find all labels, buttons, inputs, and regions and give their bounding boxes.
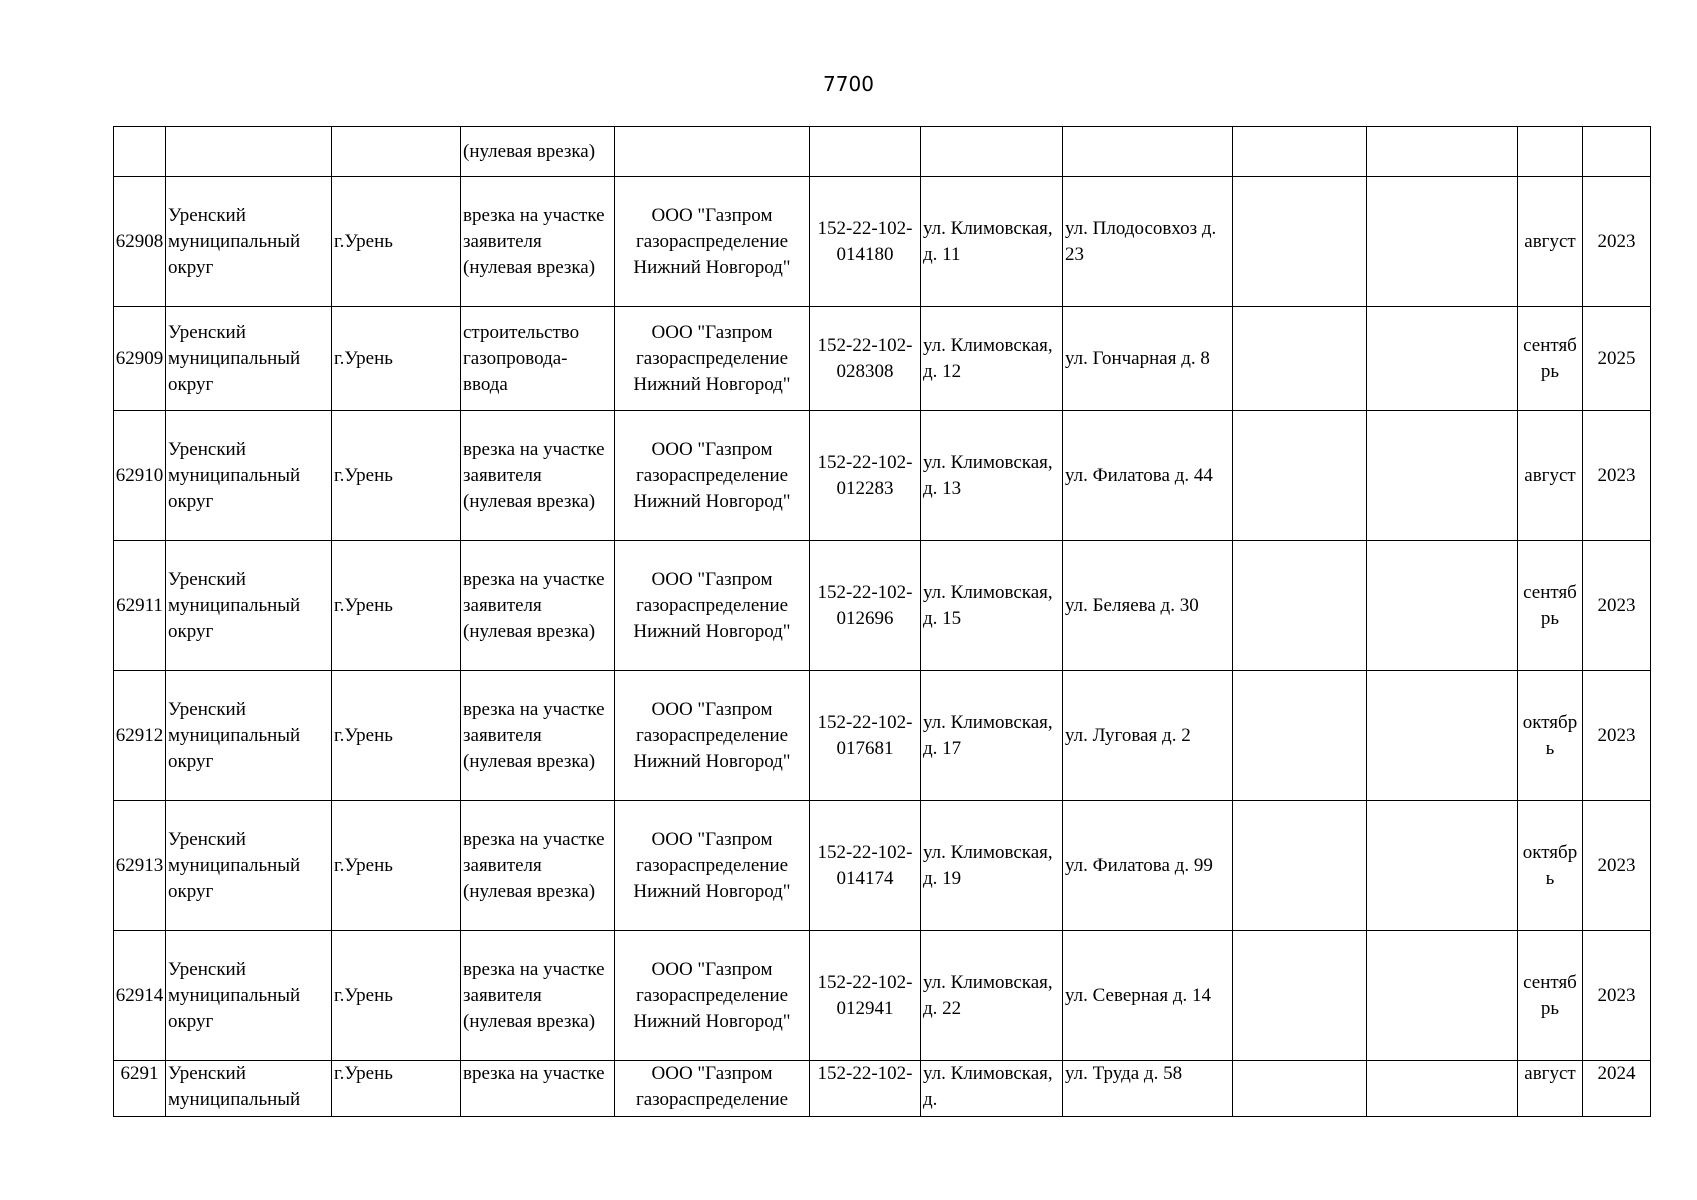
organization-cell: ООО "Газпром газораспределение Нижний Новгород" <box>615 541 810 671</box>
table-row <box>114 127 1651 177</box>
object-address-cell: ул. Климовская, д. 19 <box>921 801 1063 931</box>
row-number: 62912 <box>114 671 166 801</box>
work-type-cell: строительство газопровода-ввода <box>461 307 615 411</box>
year-cell: 2023 <box>1583 671 1651 801</box>
applicant-address-cell: ул. Филатова д. 99 <box>1063 801 1233 931</box>
empty-cell <box>1367 411 1518 541</box>
table-row <box>114 1061 1651 1117</box>
row-number: 62911 <box>114 541 166 671</box>
applicant-address-cell: ул. Филатова д. 44 <box>1063 411 1233 541</box>
table-row <box>114 931 1651 1061</box>
empty-cell <box>1233 931 1367 1061</box>
organization-cell: ООО "Газпром газораспределение Нижний Новгород" <box>615 801 810 931</box>
district-cell: Уренский муниципальный округ <box>166 307 332 411</box>
page-number: 7700 <box>823 72 874 96</box>
row-number: 62908 <box>114 177 166 307</box>
table-row <box>114 411 1651 541</box>
district-cell <box>166 127 332 177</box>
year-cell <box>1583 127 1651 177</box>
organization-cell: ООО "Газпром газораспределение <box>615 1061 810 1117</box>
contract-code-cell <box>810 127 921 177</box>
district-cell: Уренский муниципальный округ <box>166 801 332 931</box>
empty-cell <box>1233 411 1367 541</box>
year-cell: 2023 <box>1583 177 1651 307</box>
organization-cell: ООО "Газпром газораспределение Нижний Новгород" <box>615 411 810 541</box>
empty-cell <box>1233 1061 1367 1117</box>
gas-connection-table <box>113 126 1651 1117</box>
object-address-cell: ул. Климовская, д. 13 <box>921 411 1063 541</box>
row-number: 62913 <box>114 801 166 931</box>
month-cell: август <box>1518 1061 1583 1117</box>
contract-code-cell: 152-22-102-012941 <box>810 931 921 1061</box>
month-cell: сентябрь <box>1518 307 1583 411</box>
table-row <box>114 307 1651 411</box>
empty-cell <box>1233 671 1367 801</box>
row-number: 62914 <box>114 931 166 1061</box>
work-type-cell: врезка на участке заявителя (нулевая врезка) <box>461 541 615 671</box>
applicant-address-cell: ул. Северная д. 14 <box>1063 931 1233 1061</box>
work-type-cell: врезка на участке заявителя (нулевая врезка) <box>461 801 615 931</box>
district-cell: Уренский муниципальный округ <box>166 177 332 307</box>
applicant-address-cell: ул. Беляева д. 30 <box>1063 541 1233 671</box>
city-cell: г.Урень <box>332 307 461 411</box>
contract-code-cell: 152-22-102-017681 <box>810 671 921 801</box>
month-cell <box>1518 127 1583 177</box>
object-address-cell <box>921 127 1063 177</box>
empty-cell <box>1233 127 1367 177</box>
empty-cell <box>1367 307 1518 411</box>
row-number <box>114 127 166 177</box>
table-row <box>114 801 1651 931</box>
contract-code-cell: 152-22-102-012283 <box>810 411 921 541</box>
city-cell: г.Урень <box>332 541 461 671</box>
contract-code-cell: 152-22-102-014174 <box>810 801 921 931</box>
table-row <box>114 177 1651 307</box>
city-cell: г.Урень <box>332 177 461 307</box>
work-type-cell: врезка на участке <box>461 1061 615 1117</box>
work-type-cell: (нулевая врезка) <box>461 127 615 177</box>
empty-cell <box>1367 1061 1518 1117</box>
empty-cell <box>1367 541 1518 671</box>
empty-cell <box>1367 801 1518 931</box>
contract-code-cell: 152-22-102- <box>810 1061 921 1117</box>
empty-cell <box>1367 177 1518 307</box>
applicant-address-cell: ул. Плодосовхоз д. 23 <box>1063 177 1233 307</box>
year-cell: 2023 <box>1583 801 1651 931</box>
object-address-cell: ул. Климовская, д. 15 <box>921 541 1063 671</box>
applicant-address-cell: ул. Труда д. 58 <box>1063 1061 1233 1117</box>
object-address-cell: ул. Климовская, д. 11 <box>921 177 1063 307</box>
contract-code-cell: 152-22-102-014180 <box>810 177 921 307</box>
organization-cell: ООО "Газпром газораспределение Нижний Новгород" <box>615 307 810 411</box>
empty-cell <box>1233 177 1367 307</box>
month-cell: август <box>1518 411 1583 541</box>
object-address-cell: ул. Климовская, д. 12 <box>921 307 1063 411</box>
district-cell: Уренский муниципальный округ <box>166 931 332 1061</box>
empty-cell <box>1367 671 1518 801</box>
organization-cell <box>615 127 810 177</box>
month-cell: август <box>1518 177 1583 307</box>
month-cell: октябрь <box>1518 671 1583 801</box>
object-address-cell: ул. Климовская, д. 22 <box>921 931 1063 1061</box>
work-type-cell: врезка на участке заявителя (нулевая врезка) <box>461 177 615 307</box>
district-cell: Уренский муниципальный округ <box>166 541 332 671</box>
year-cell: 2025 <box>1583 307 1651 411</box>
city-cell: г.Урень <box>332 1061 461 1117</box>
year-cell: 2023 <box>1583 931 1651 1061</box>
applicant-address-cell <box>1063 127 1233 177</box>
organization-cell: ООО "Газпром газораспределение Нижний Новгород" <box>615 931 810 1061</box>
year-cell: 2024 <box>1583 1061 1651 1117</box>
year-cell: 2023 <box>1583 411 1651 541</box>
month-cell: октябрь <box>1518 801 1583 931</box>
city-cell: г.Урень <box>332 931 461 1061</box>
row-number: 62909 <box>114 307 166 411</box>
contract-code-cell: 152-22-102-012696 <box>810 541 921 671</box>
organization-cell: ООО "Газпром газораспределение Нижний Новгород" <box>615 671 810 801</box>
table-row <box>114 671 1651 801</box>
empty-cell <box>1233 307 1367 411</box>
table-row <box>114 541 1651 671</box>
empty-cell <box>1233 541 1367 671</box>
work-type-cell: врезка на участке заявителя (нулевая врезка) <box>461 931 615 1061</box>
city-cell <box>332 127 461 177</box>
contract-code-cell: 152-22-102-028308 <box>810 307 921 411</box>
city-cell: г.Урень <box>332 671 461 801</box>
city-cell: г.Урень <box>332 801 461 931</box>
year-cell: 2023 <box>1583 541 1651 671</box>
work-type-cell: врезка на участке заявителя (нулевая врезка) <box>461 411 615 541</box>
applicant-address-cell: ул. Гончарная д. 8 <box>1063 307 1233 411</box>
month-cell: сентябрь <box>1518 931 1583 1061</box>
object-address-cell: ул. Климовская, д. 17 <box>921 671 1063 801</box>
district-cell: Уренский муниципальный <box>166 1061 332 1117</box>
object-address-cell: ул. Климовская, д. <box>921 1061 1063 1117</box>
district-cell: Уренский муниципальный округ <box>166 671 332 801</box>
empty-cell <box>1367 127 1518 177</box>
district-cell: Уренский муниципальный округ <box>166 411 332 541</box>
empty-cell <box>1367 931 1518 1061</box>
row-number: 6291 <box>114 1061 166 1117</box>
row-number: 62910 <box>114 411 166 541</box>
empty-cell <box>1233 801 1367 931</box>
work-type-cell: врезка на участке заявителя (нулевая врезка) <box>461 671 615 801</box>
month-cell: сентябрь <box>1518 541 1583 671</box>
applicant-address-cell: ул. Луговая д. 2 <box>1063 671 1233 801</box>
organization-cell: ООО "Газпром газораспределение Нижний Новгород" <box>615 177 810 307</box>
city-cell: г.Урень <box>332 411 461 541</box>
